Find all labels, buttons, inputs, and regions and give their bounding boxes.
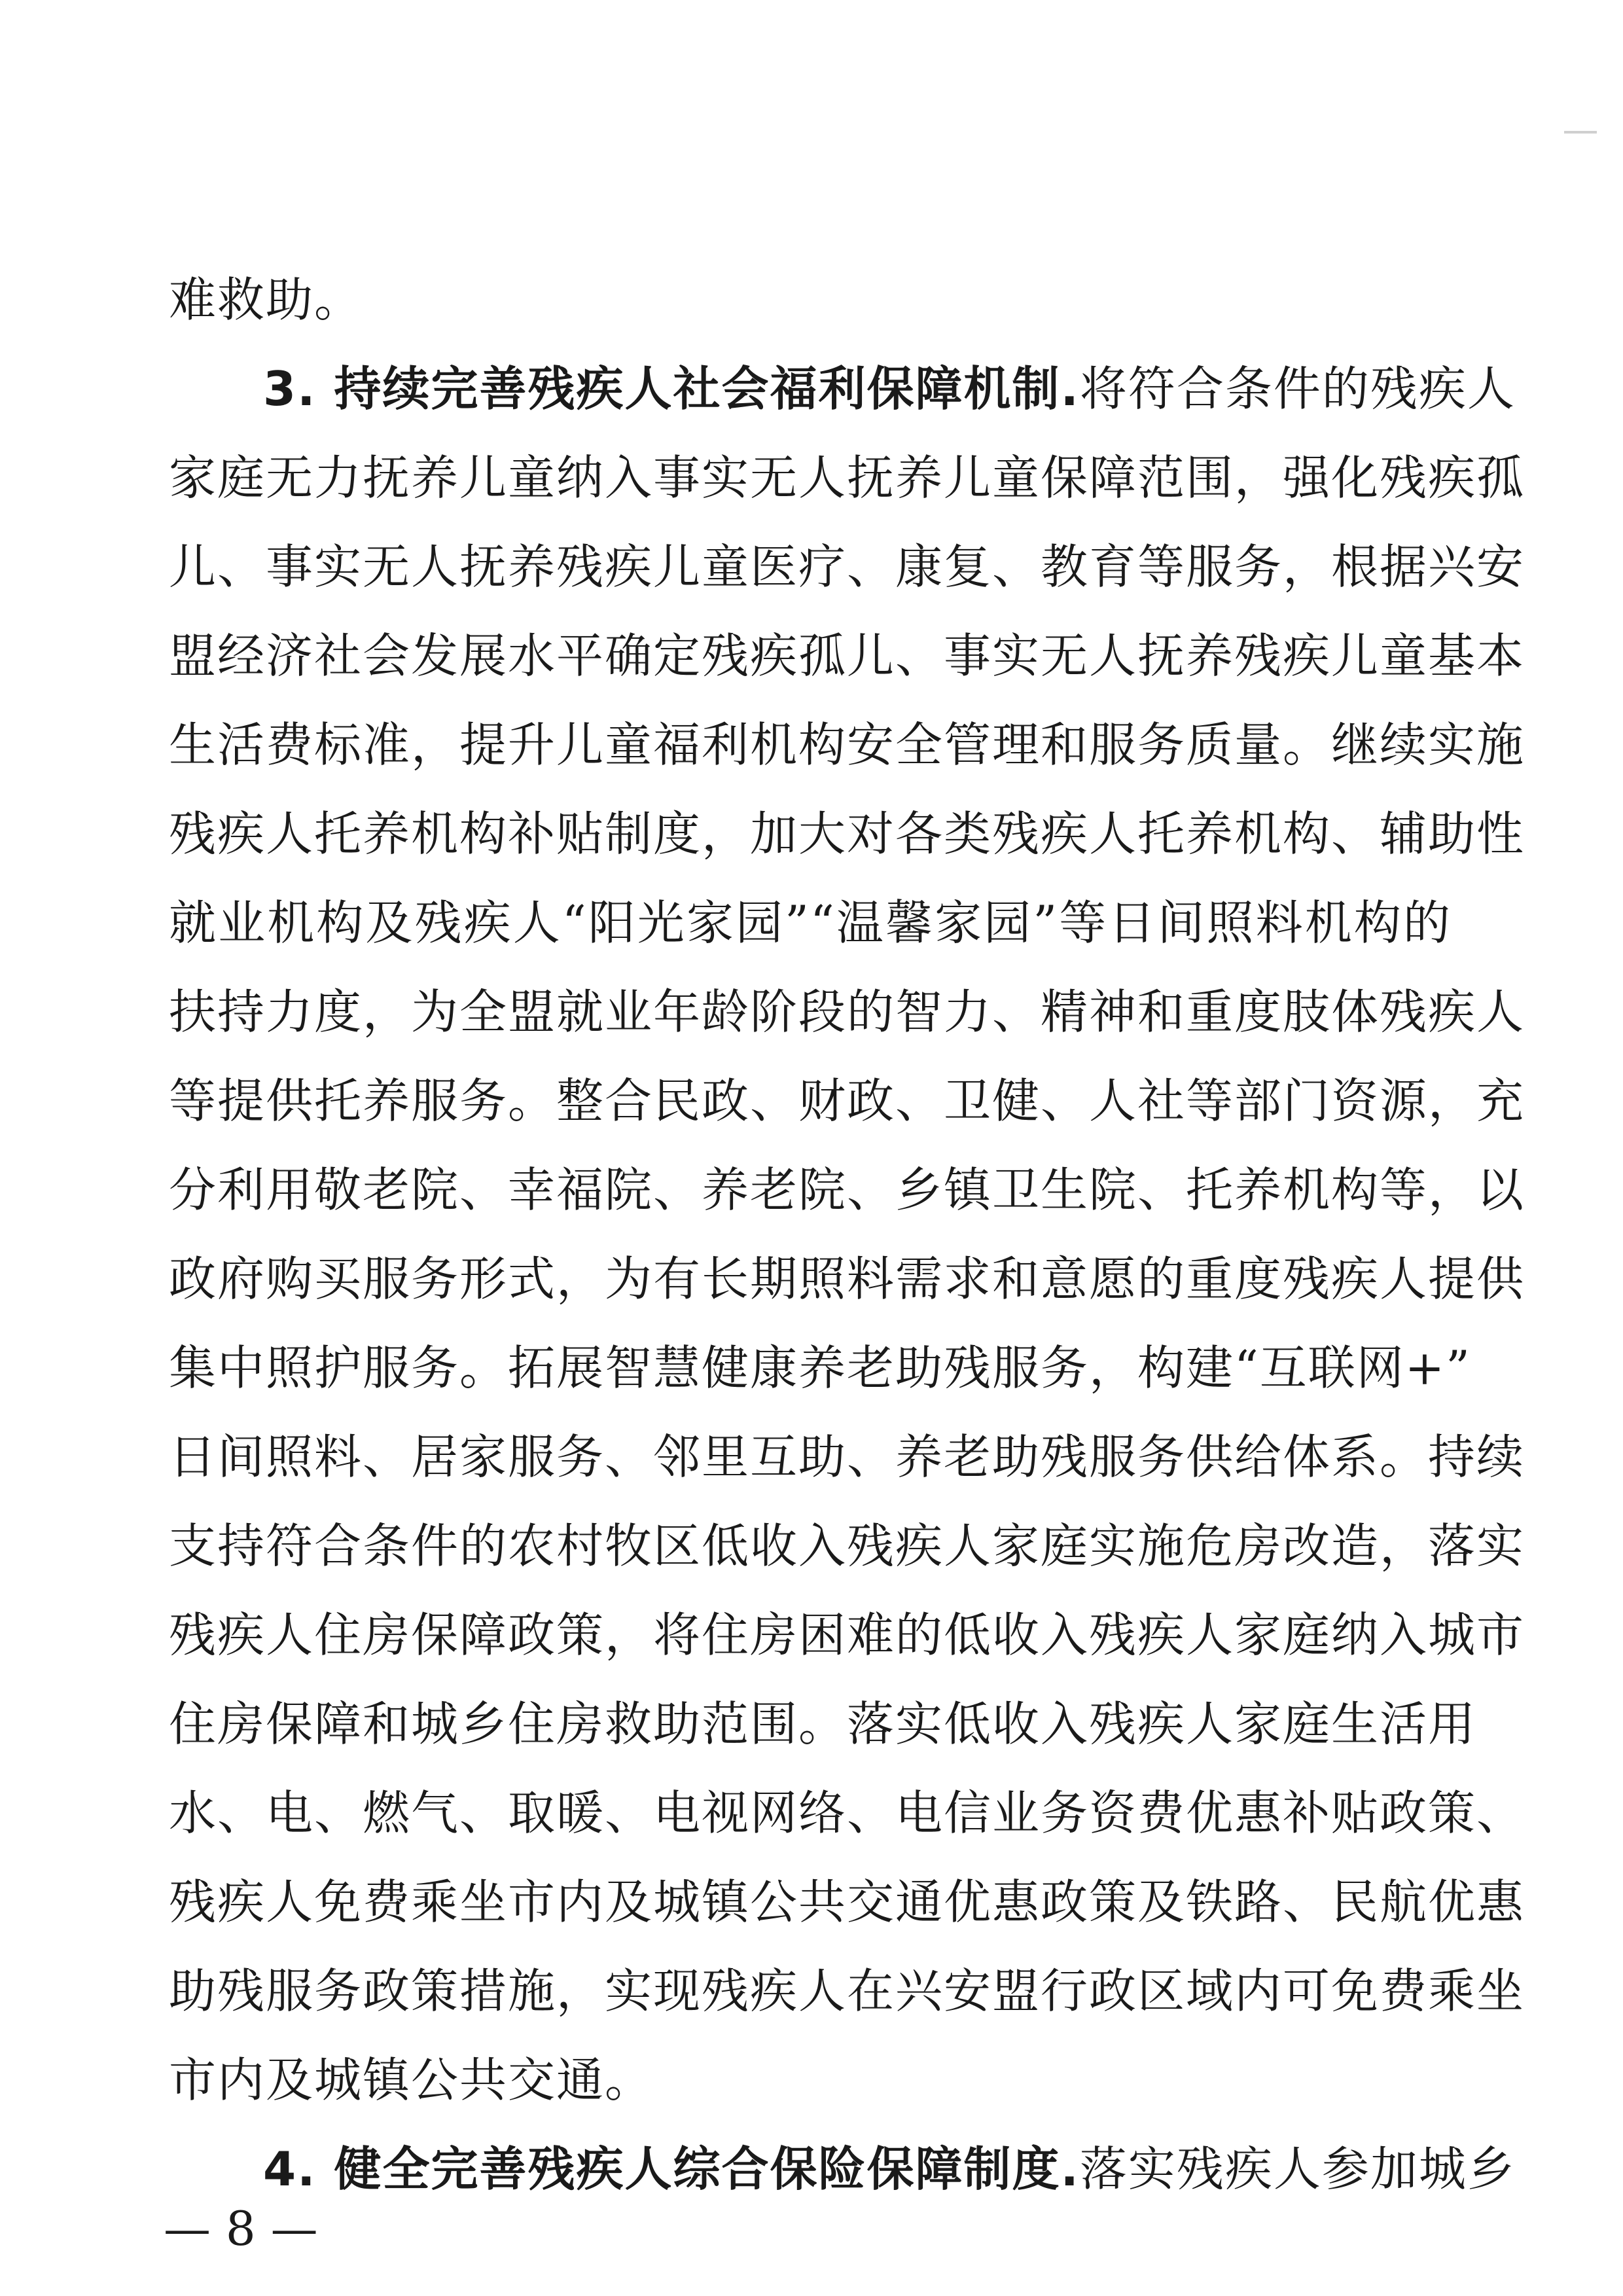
text-line: 支持符合条件的农村牧区低收入残疾人家庭实施危房改造，落实	[169, 1518, 1525, 1573]
text-line: 儿、事实无人抚养残疾儿童医疗、康复、教育等服务，根据兴安	[169, 539, 1525, 594]
text-line: 残疾人免费乘坐市内及城镇公共交通优惠政策及铁路、民航优惠	[169, 1874, 1525, 1929]
section-4-heading: 4. 健全完善残疾人综合保险保障制度.	[263, 2142, 1080, 2197]
text-line: 等提供托养服务。整合民政、财政、卫健、人社等部门资源，充	[169, 1073, 1525, 1128]
text-line: 分利用敬老院、幸福院、养老院、乡镇卫生院、托养机构等，以	[169, 1162, 1525, 1217]
text-line: 集中照护服务。拓展智慧健康养老助残服务，构建“互联网+”	[169, 1340, 1471, 1395]
text-line: 助残服务政策措施，实现残疾人在兴安盟行政区域内可免费乘坐	[169, 1964, 1525, 2018]
text-line: 就业机构及残疾人“阳光家园”“温馨家园”等日间照料机构的	[169, 895, 1452, 950]
text-line: 政府购买服务形式，为有长期照料需求和意愿的重度残疾人提供	[169, 1251, 1525, 1306]
page-number: — 8 —	[164, 2201, 318, 2256]
text-line: 难救助。	[169, 272, 363, 327]
section-3-line	[169, 344, 1516, 433]
scan-artifact	[1564, 131, 1597, 134]
section-4-line	[169, 2125, 1516, 2214]
text-line: 市内及城镇公共交通。	[169, 2053, 654, 2108]
text-line: 扶持力度，为全盟就业年龄阶段的智力、精神和重度肢体残疾人	[169, 984, 1525, 1039]
text-line: 住房保障和城乡住房救助范围。落实低收入残疾人家庭生活用	[169, 1696, 1477, 1751]
section-3-heading: 3. 持续完善残疾人社会福利保障机制.	[263, 361, 1080, 416]
document-body	[169, 255, 1525, 2214]
text-line: 残疾人住房保障政策，将住房困难的低收入残疾人家庭纳入城市	[169, 1607, 1525, 1662]
text-line: 盟经济社会发展水平确定残疾孤儿、事实无人抚养残疾儿童基本	[169, 628, 1525, 683]
text-line: 日间照料、居家服务、邻里互助、养老助残服务供给体系。持续	[169, 1429, 1525, 1484]
text-line: 家庭无力抚养儿童纳入事实无人抚养儿童保障范围，强化残疾孤	[169, 450, 1525, 505]
text-line: 残疾人托养机构补贴制度，加大对各类残疾人托养机构、辅助性	[169, 806, 1525, 861]
section-4-text: 落实残疾人参加城乡	[1079, 2142, 1516, 2197]
text-line: 生活费标准，提升儿童福利机构安全管理和服务质量。继续实施	[169, 717, 1525, 772]
text-line: 水、电、燃气、取暖、电视网络、电信业务资费优惠补贴政策、	[169, 1785, 1525, 1840]
section-3-text: 将符合条件的残疾人	[1079, 361, 1516, 416]
